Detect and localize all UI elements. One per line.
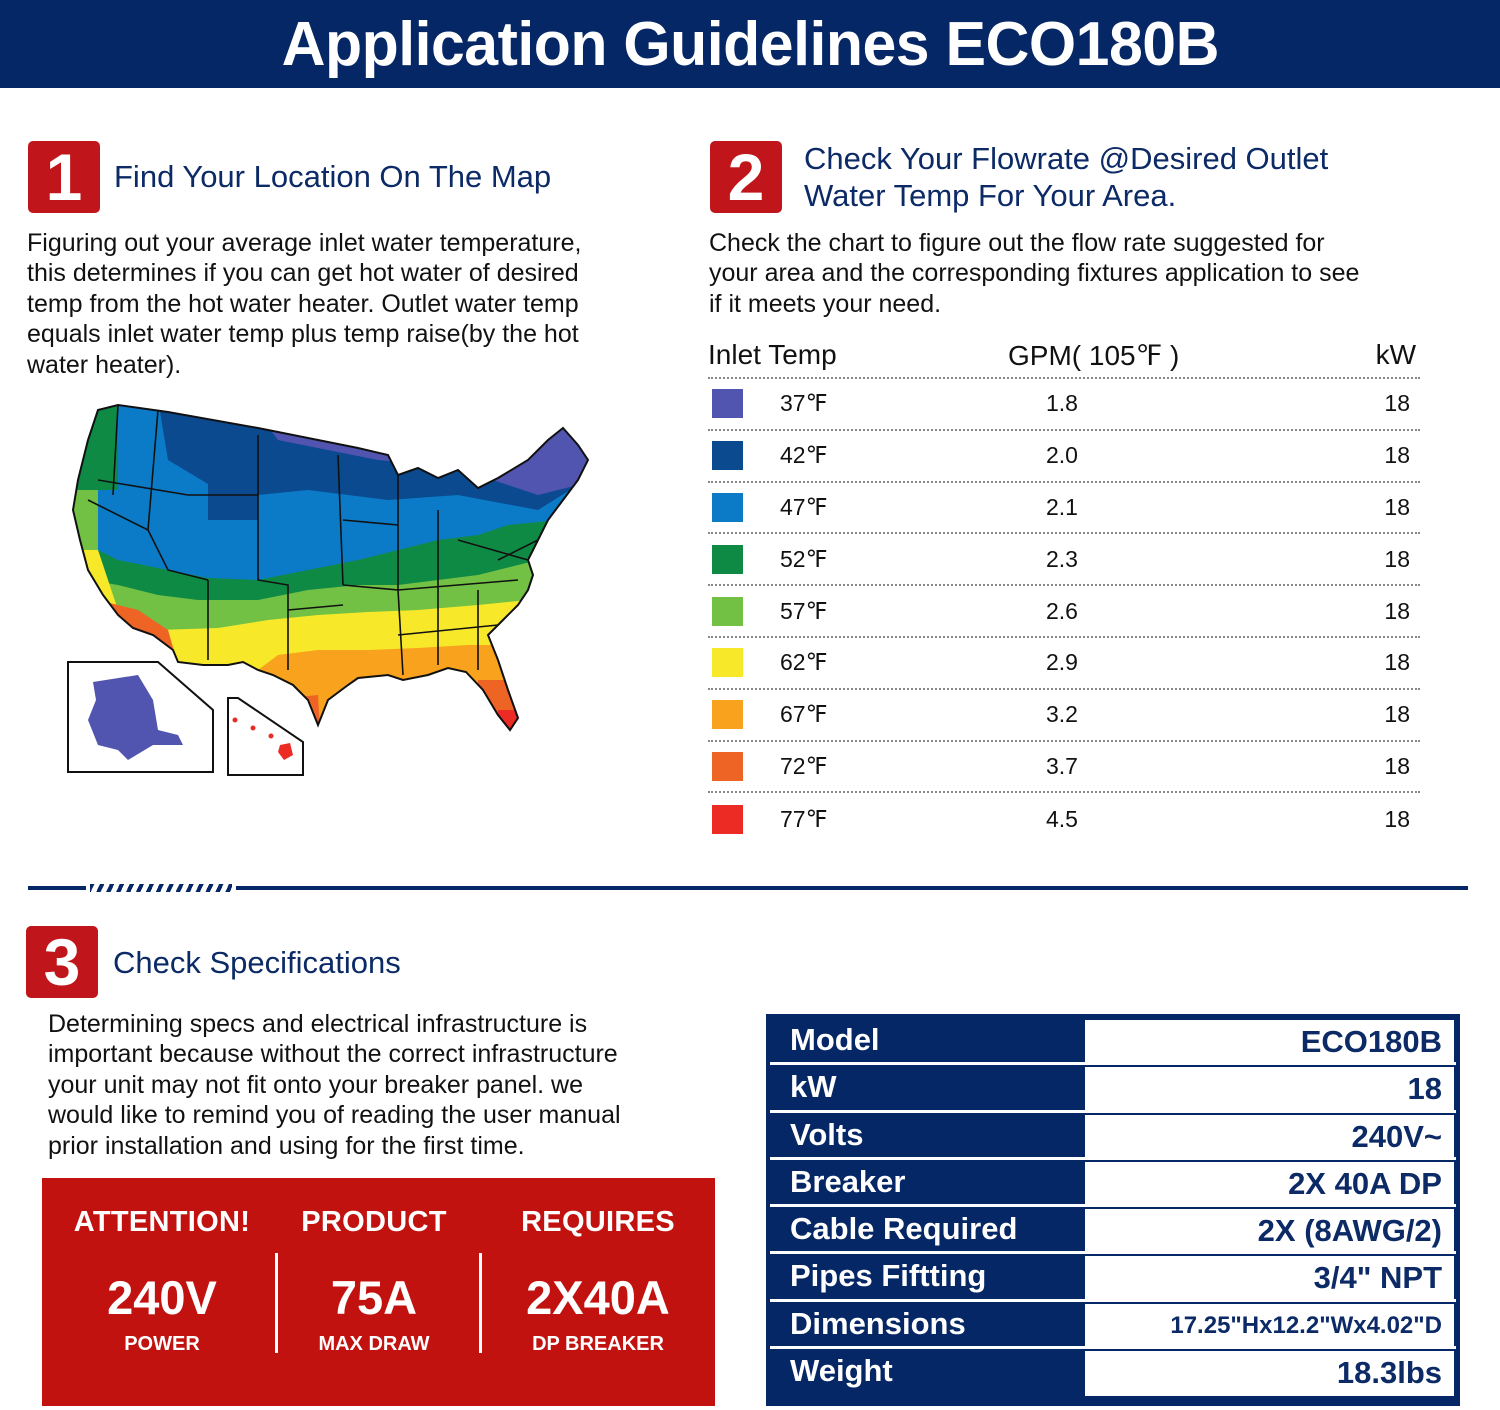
gpm-value: 3.7 [1046, 752, 1078, 779]
section-divider [28, 884, 1468, 892]
color-swatch [712, 752, 743, 781]
step-2-badge: 2 [710, 141, 782, 213]
step-3-description [48, 1009, 748, 1161]
inlet-temp: 42℉ [780, 442, 828, 469]
text-line: water heater). [27, 350, 182, 379]
step-1-title: Find Your Location On The Map [114, 159, 552, 194]
spec-label: Volts [770, 1113, 1085, 1157]
hawaii-inset [228, 698, 303, 775]
attention-value: 2X40A [526, 1271, 670, 1324]
gpm-value: 2.3 [1046, 545, 1078, 572]
flowrate-row [708, 431, 1420, 483]
attention-head: ATTENTION! [73, 1206, 251, 1238]
attention-max-draw [280, 1178, 468, 1406]
spec-row [770, 1065, 1456, 1112]
inlet-temp: 47℉ [780, 493, 828, 520]
kw-value: 18 [1384, 805, 1410, 832]
attention-sub: MAX DRAW [318, 1333, 430, 1355]
text-line: if it meets your need. [709, 289, 942, 318]
text-line: would like to remind you of reading the user manual [48, 1101, 621, 1130]
flowrate-row [708, 690, 1420, 742]
flowrate-table-header [708, 333, 1420, 379]
spec-label: Pipes Fiftting [770, 1254, 1085, 1298]
spec-row [770, 1349, 1456, 1396]
gpm-value: 1.8 [1046, 390, 1078, 417]
step-2-title [804, 140, 1328, 214]
inlet-temp: 67℉ [780, 701, 828, 728]
color-swatch [712, 389, 743, 418]
spec-row [770, 1160, 1456, 1207]
spec-value: 17.25"Hx12.2"Wx4.02"D [1085, 1304, 1454, 1346]
flowrate-row [708, 534, 1420, 586]
text-line: Figuring out your average inlet water temperature, [27, 229, 582, 257]
spec-row [770, 1254, 1456, 1301]
flowrate-row [708, 483, 1420, 535]
gpm-value: 3.2 [1046, 701, 1078, 728]
attention-head: PRODUCT [301, 1206, 447, 1238]
spec-value: 18 [1085, 1067, 1454, 1109]
color-swatch [712, 597, 743, 626]
spec-label: Cable Required [770, 1207, 1085, 1251]
gpm-value: 2.0 [1046, 442, 1078, 469]
color-swatch [712, 648, 743, 677]
text-line: Determining specs and electrical infrastructure is [48, 1010, 588, 1038]
attention-breaker [487, 1178, 709, 1406]
step-1-description [27, 228, 687, 380]
inlet-temp: 77℉ [780, 805, 828, 832]
header-inlet-temp: Inlet Temp [708, 339, 837, 370]
title-line: Check Your Flowrate @Desired Outlet [804, 141, 1329, 176]
specifications-table [766, 1014, 1460, 1406]
attention-value: 240V [107, 1271, 217, 1324]
inlet-temp: 52℉ [780, 545, 828, 572]
title-line: Water Temp For Your Area. [804, 178, 1177, 213]
inlet-temp: 72℉ [780, 752, 828, 779]
color-swatch [712, 545, 743, 574]
spec-value: 3/4" NPT [1085, 1256, 1454, 1298]
spec-label: Dimensions [770, 1302, 1085, 1346]
divider-hatch [90, 884, 232, 892]
step-3-badge: 3 [26, 926, 98, 998]
attention-sub: DP BREAKER [532, 1333, 664, 1355]
divider-line [28, 886, 86, 890]
alaska-inset [68, 662, 213, 772]
attention-power [52, 1178, 272, 1406]
spec-row [770, 1113, 1456, 1160]
header-gpm: GPM( 105℉ ) [1008, 339, 1180, 371]
text-line: important because without the correct infrastructure [48, 1040, 618, 1069]
text-line: your area and the corresponding fixtures application to see [709, 259, 1360, 288]
step-3-title: Check Specifications [113, 945, 401, 980]
text-line: prior installation and using for the first time. [48, 1131, 525, 1160]
color-swatch [712, 441, 743, 470]
kw-value: 18 [1384, 390, 1410, 417]
page-title: Application Guidelines ECO180B [281, 9, 1219, 79]
header-kw: kW [1375, 339, 1416, 370]
spec-value: 2X (8AWG/2) [1085, 1209, 1454, 1251]
step-2-description [709, 228, 1489, 319]
divider-line [236, 886, 1468, 890]
text-line: temp from the hot water heater. Outlet water temp [27, 289, 579, 318]
inlet-temp: 57℉ [780, 597, 828, 624]
spec-row [770, 1207, 1456, 1254]
spec-value: 18.3lbs [1085, 1351, 1454, 1396]
kw-value: 18 [1384, 545, 1410, 572]
spec-label: kW [770, 1065, 1085, 1109]
attention-box [42, 1178, 715, 1406]
gpm-value: 2.9 [1046, 649, 1078, 676]
flowrate-table [708, 333, 1420, 845]
flowrate-row [708, 379, 1420, 431]
flowrate-row [708, 586, 1420, 638]
flowrate-row [708, 793, 1420, 845]
gpm-value: 2.1 [1046, 493, 1078, 520]
kw-value: 18 [1384, 649, 1410, 676]
gpm-value: 4.5 [1046, 805, 1078, 832]
text-line: Check the chart to figure out the flow rate suggested for [709, 229, 1325, 257]
color-swatch [712, 493, 743, 522]
step-1-badge: 1 [28, 141, 100, 213]
text-line: your unit may not fit onto your breaker panel. we [48, 1070, 584, 1099]
text-line: this determines if you can get hot water of desired [27, 259, 579, 288]
header-banner [0, 0, 1500, 88]
spec-value: ECO180B [1085, 1020, 1454, 1062]
kw-value: 18 [1384, 752, 1410, 779]
spec-row [770, 1018, 1456, 1065]
map-graphic [58, 400, 618, 780]
color-swatch [712, 805, 743, 834]
us-temperature-map [58, 400, 618, 780]
spec-label: Breaker [770, 1160, 1085, 1204]
spec-row [770, 1302, 1456, 1349]
spec-label: Weight [770, 1349, 1085, 1396]
kw-value: 18 [1384, 442, 1410, 469]
flowrate-row [708, 638, 1420, 690]
attention-sub: POWER [124, 1333, 200, 1355]
spec-value: 2X 40A DP [1085, 1162, 1454, 1204]
attention-head: REQUIRES [521, 1206, 675, 1238]
inlet-temp: 62℉ [780, 649, 828, 676]
spec-label: Model [770, 1018, 1085, 1062]
gpm-value: 2.6 [1046, 597, 1078, 624]
flowrate-row [708, 742, 1420, 794]
kw-value: 18 [1384, 701, 1410, 728]
spec-value: 240V~ [1085, 1115, 1454, 1157]
inlet-temp: 37℉ [780, 390, 828, 417]
text-line: equals inlet water temp plus temp raise(by the hot [27, 320, 579, 349]
attention-separator [275, 1253, 278, 1353]
kw-value: 18 [1384, 493, 1410, 520]
attention-separator [479, 1253, 482, 1353]
kw-value: 18 [1384, 597, 1410, 624]
color-swatch [712, 700, 743, 729]
attention-value: 75A [330, 1271, 418, 1324]
